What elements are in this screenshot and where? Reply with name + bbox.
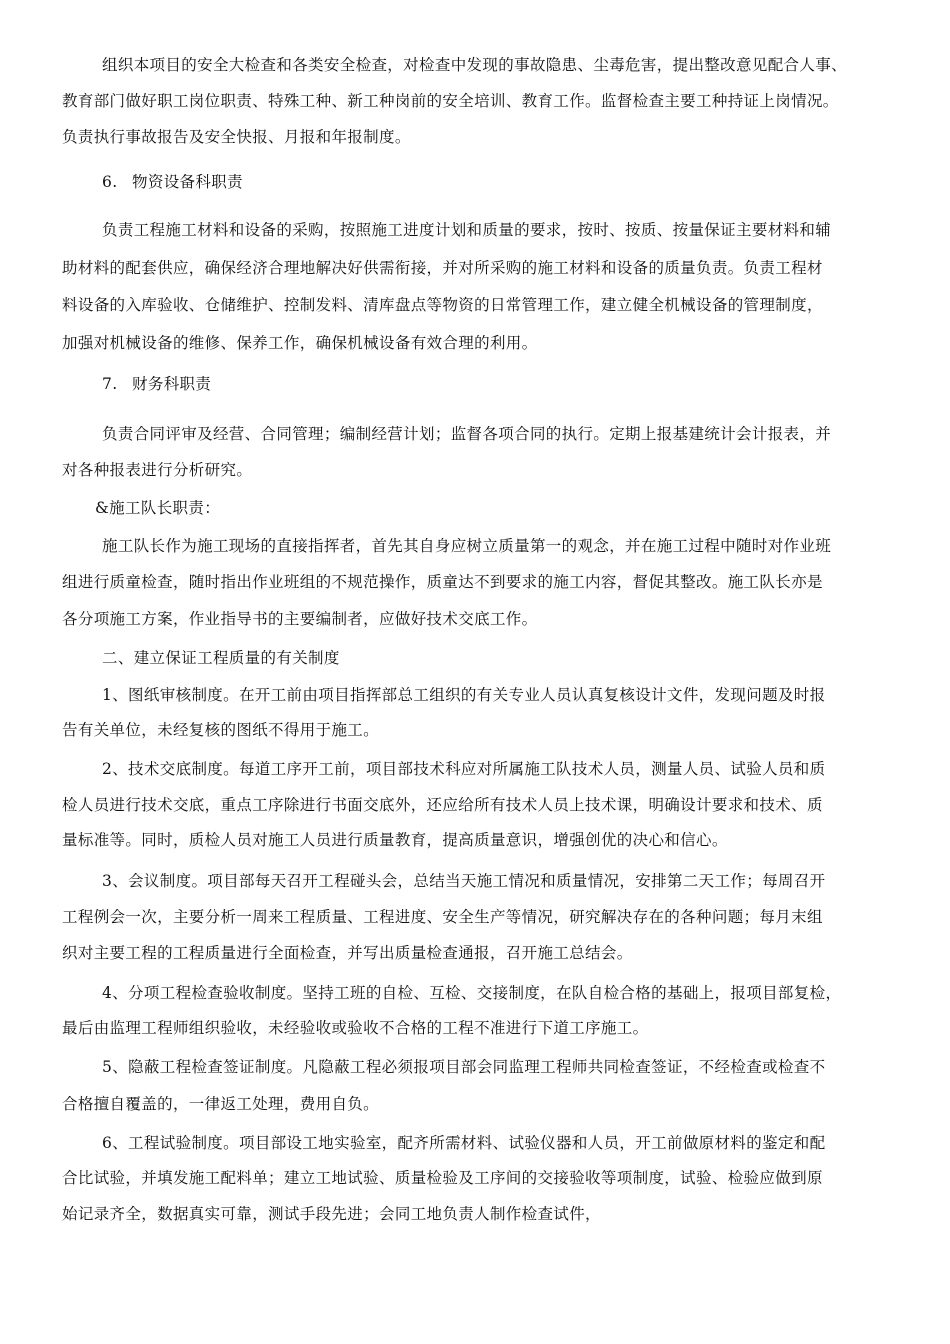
- paragraph-line: 检人员进行技术交底，重点工序除进行书面交底外，还应给所有技术人员上技术课，明确设计要求和技术、质: [62, 796, 823, 814]
- paragraph-line: 织对主要工程的工程质量进行全面检查，并写出质量检查通报，召开施工总结会。: [62, 944, 633, 962]
- paragraph-line: 助材料的配套供应，确保经济合理地解决好供需衔接，并对所采购的施工材料和设备的质量负责。负责工程材: [62, 259, 823, 277]
- paragraph-line: 负责工程施工材料和设备的采购，按照施工进度计划和质量的要求，按时、按质、按量保证主要材料和辅: [102, 221, 832, 239]
- paragraph-line: 始记录齐全，数据真实可靠，测试手段先进；会同工地负责人制作检查试件，: [62, 1205, 601, 1223]
- paragraph-line: 4、分项工程检查验收制度。坚持工班的自检、互检、交接制度，在队自检合格的基础上，报项目部复检，: [102, 984, 842, 1002]
- paragraph-line: 合比试验，并填发施工配料单；建立工地试验、质量检验及工序间的交接验收等项制度，试验、检验应做到原: [62, 1169, 823, 1187]
- paragraph-line: 工程例会一次，主要分析一周来工程质量、工程进度、安全生产等情况，研究解决存在的各种问题；每月末组: [62, 908, 823, 926]
- paragraph-line: 加强对机械设备的维修、保养工作，确保机械设备有效合理的利用。: [62, 334, 538, 352]
- paragraph-line: 各分项施工方案，作业指导书的主要编制者，应做好技术交底工作。: [62, 610, 538, 628]
- paragraph-line: 合格擅自覆盖的，一律返工处理，费用自负。: [62, 1095, 380, 1113]
- section-heading: [102, 374, 932, 394]
- paragraph-line: 料设备的入库验收、仓储维护、控制发料、清库盘点等物资的日常管理工作，建立健全机械设备的管理制度，: [62, 296, 823, 314]
- heading-number: 6.: [102, 173, 118, 191]
- paragraph-line: 5、隐蔽工程检查签证制度。凡隐蔽工程必须报项目部会同监理工程师共同检查签证，不经检查或检查不: [102, 1058, 826, 1076]
- section-heading: 二、建立保证工程质量的有关制度: [102, 649, 340, 667]
- paragraph-line: 2、技术交底制度。每道工序开工前，项目部技术科应对所属施工队技术人员，测量人员、试验人员和质: [102, 760, 826, 778]
- paragraph-line: 施工队长作为施工现场的直接指挥者，首先其自身应树立质量第一的观念，并在施工过程中随时对作业班: [102, 537, 832, 555]
- heading-text: 物资设备科职责: [132, 173, 243, 191]
- paragraph-line: 3、会议制度。项目部每天召开工程碰头会，总结当天施工情况和质量情况，安排第二天工作；每周召开: [102, 872, 826, 890]
- paragraph-line: 最后由监理工程师组织验收，未经验收或验收不合格的工程不准进行下道工序施工。: [62, 1019, 649, 1037]
- paragraph-line: 组进行质童检查，随时指出作业班组的不规范操作，质童达不到要求的施工内容，督促其整改。施工队长亦是: [62, 573, 823, 591]
- paragraph-line: 量标准等。同时，质检人员对施工人员进行质量教育，提高质量意识，增强创优的决心和信心。: [62, 831, 728, 849]
- paragraph-line: 负责执行事故报告及安全快报、月报和年报制度。: [62, 128, 411, 146]
- paragraph-line: 告有关单位，未经复核的图纸不得用于施工。: [62, 721, 380, 739]
- paragraph-line: 负责合同评审及经营、合同管理；编制经营计划；监督各项合同的执行。定期上报基建统计会计报表，并: [102, 425, 832, 443]
- paragraph-line: 1、图纸审核制度。在开工前由项目指挥部总工组织的有关专业人员认真复核设计文件，发现问题及时报: [102, 686, 826, 704]
- heading-number: 7.: [102, 375, 118, 393]
- paragraph-line: 对各种报表进行分析研究。: [62, 461, 253, 479]
- heading-text: 财务科职责: [132, 375, 212, 393]
- paragraph-line: 6、工程试验制度。项目部设工地实验室，配齐所需材料、试验仪器和人员，开工前做原材料的鉴定和配: [102, 1134, 826, 1152]
- subsection-heading: &施工队长职责：: [95, 499, 221, 517]
- paragraph-line: 组织本项目的安全大检查和各类安全检查，对检查中发现的事故隐患、尘毒危害，提出整改意见配合人事、: [102, 56, 847, 74]
- paragraph-line: 教育部门做好职工岗位职责、特殊工种、新工种岗前的安全培训、教育工作。监督检查主要工种持证上岗情况。: [62, 92, 839, 110]
- section-heading: [102, 172, 932, 192]
